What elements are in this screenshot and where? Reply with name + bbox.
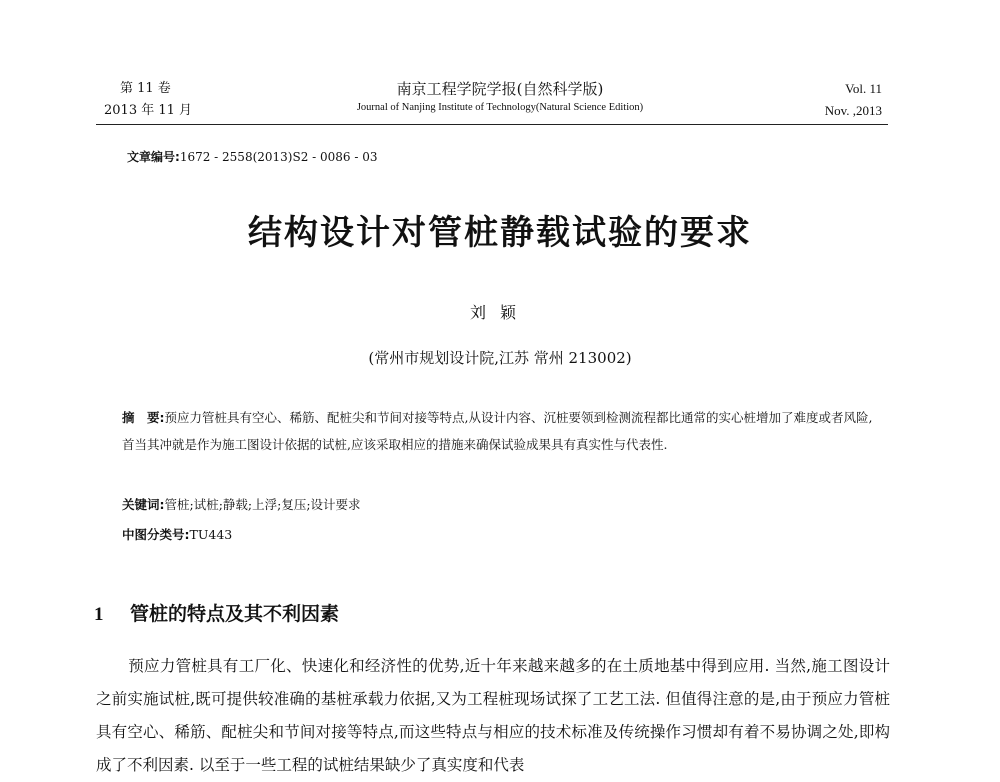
keywords-text: 管桩;试桩;静载;上浮;复压;设计要求 — [164, 497, 361, 512]
abstract-text: 预应力管桩具有空心、稀筋、配桩尖和节间对接等特点,从设计内容、沉桩要领到检测流程都比通常的实心桩增加了难度或者风险,首当其冲就是作为施工图设计依据的试桩,应该采取相应的措施来确保试验成果具有真实性与代表性. — [122, 410, 873, 452]
section-number: 1 — [94, 604, 104, 625]
keywords-label: 关键词: — [122, 497, 165, 512]
journal-name — [330, 78, 670, 116]
date-en: Nov. ,2013 — [824, 103, 882, 118]
classification-code: TU443 — [189, 527, 233, 542]
volume-en: Vol. 11 — [845, 81, 882, 96]
journal-name-en: Journal of Nanjing Institute of Technology(Natural Science Edition) — [356, 102, 644, 113]
body-paragraph — [96, 650, 890, 782]
classification — [122, 525, 232, 543]
volume-cn: 第 11 卷 — [120, 81, 171, 96]
author-affiliation: (常州市规划设计院,江苏 常州 213002) — [368, 349, 632, 367]
classification-label: 中图分类号: — [122, 527, 190, 542]
paper-title: 结构设计对管桩静载试验的要求 — [248, 213, 752, 253]
abstract-label: 摘 要: — [122, 410, 165, 425]
author-name: 刘颖 — [469, 303, 530, 322]
header-left — [104, 78, 192, 122]
article-number-label: 文章编号: — [127, 150, 180, 164]
header-right — [800, 78, 882, 122]
journal-name-cn: 南京工程学院学报(自然科学版) — [396, 80, 604, 98]
section-title: 管桩的特点及其不利因素 — [130, 603, 340, 625]
keywords — [122, 495, 361, 513]
body-paragraph-text: 预应力管桩具有工厂化、快速化和经济性的优势,近十年来越来越多的在土质地基中得到应用. 当然,施工图设计之前实施试桩,既可提供较准确的基桩承载力依据,又为工程桩现场试探了工艺工法. 但值得注意的是,由于预应力管桩具有空心、稀筋、配桩尖和节间对接等特点,而这些特点与相应的技术标准及传统操作习惯却有着不易协调之处,即构成了不利因素. 以至于一些工程的试桩结果缺少了真实度和代表 — [96, 657, 890, 774]
abstract — [122, 404, 882, 458]
article-number-value: 1672 - 2558(2013)S2 - 0086 - 03 — [179, 150, 378, 164]
date-cn: 2013 年 11 月 — [104, 103, 193, 118]
section-heading — [94, 599, 339, 626]
header-rule — [96, 124, 888, 125]
article-number — [127, 148, 378, 165]
